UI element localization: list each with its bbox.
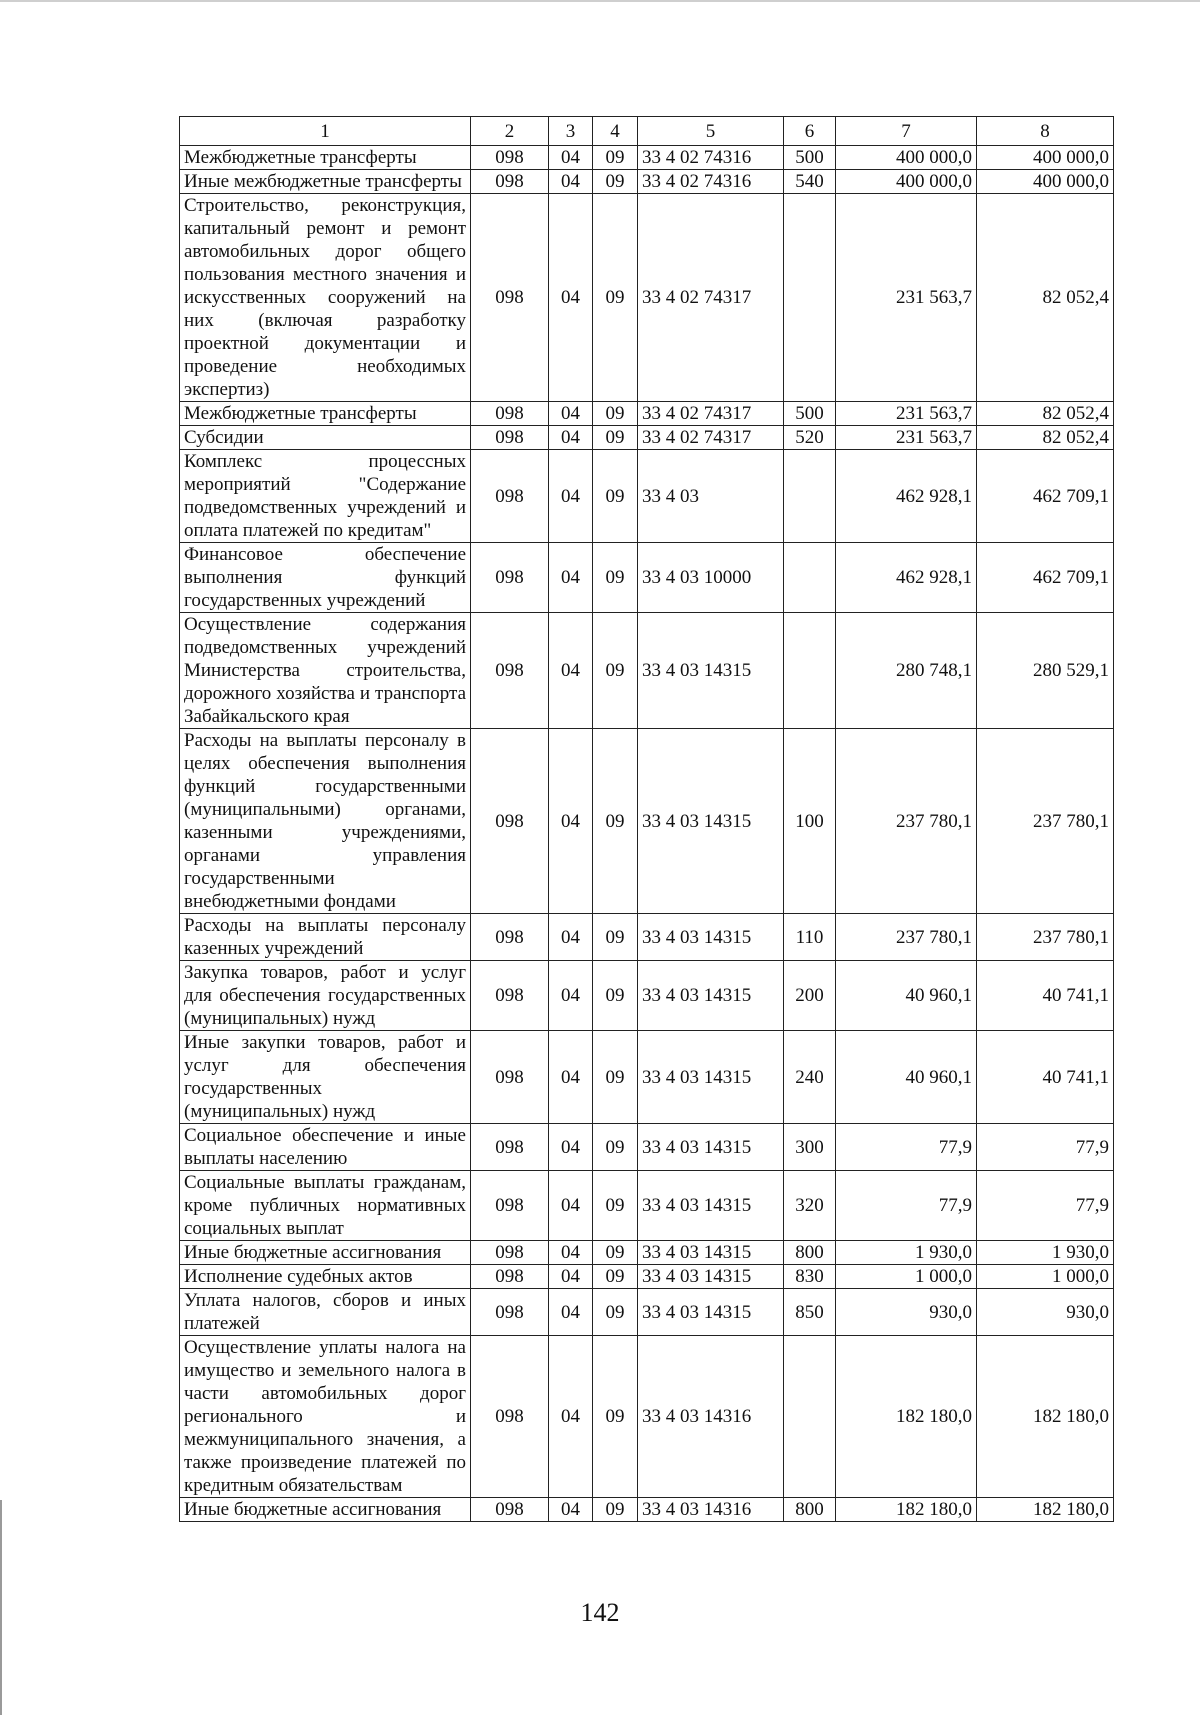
row-code-ministry-cell: 098 — [471, 1336, 549, 1498]
row-code-expense-type-cell — [784, 1336, 836, 1498]
row-code-target-cell: 33 4 03 14315 — [638, 729, 784, 914]
header-cell-3: 3 — [549, 117, 593, 146]
row-code-section-cell: 04 — [549, 1498, 593, 1522]
row-code-subsection-cell: 09 — [593, 194, 638, 402]
table-header-row — [180, 117, 1114, 146]
row-amount-year1-cell: 77,9 — [836, 1171, 977, 1241]
table-row — [180, 146, 1114, 170]
row-code-ministry-cell: 098 — [471, 402, 549, 426]
row-amount-year2-cell: 40 741,1 — [977, 1031, 1114, 1124]
row-amount-year1-cell: 77,9 — [836, 1124, 977, 1171]
row-amount-year2-cell: 77,9 — [977, 1124, 1114, 1171]
row-code-ministry-cell: 098 — [471, 1241, 549, 1265]
header-cell-7: 7 — [836, 117, 977, 146]
row-amount-year2-cell: 77,9 — [977, 1171, 1114, 1241]
row-code-section-cell: 04 — [549, 543, 593, 613]
row-code-section-cell: 04 — [549, 1289, 593, 1336]
row-code-subsection-cell: 09 — [593, 729, 638, 914]
table-body — [180, 117, 1114, 1522]
row-code-ministry-cell: 098 — [471, 1171, 549, 1241]
row-name-cell: Строительство, реконструкция, капитальный ремонт и ремонт автомобильных дорог общего пользования местного значения и искусственных сооружений на них (включая разработку проектной документации и проведение необходимых экспертиз) — [180, 194, 471, 402]
row-code-subsection-cell: 09 — [593, 1498, 638, 1522]
table-row — [180, 613, 1114, 729]
table-row — [180, 426, 1114, 450]
row-code-target-cell: 33 4 03 14315 — [638, 1289, 784, 1336]
table-row — [180, 961, 1114, 1031]
row-code-target-cell: 33 4 03 14315 — [638, 1171, 784, 1241]
row-code-expense-type-cell: 100 — [784, 729, 836, 914]
row-code-expense-type-cell: 500 — [784, 146, 836, 170]
row-code-target-cell: 33 4 02 74317 — [638, 194, 784, 402]
row-code-ministry-cell: 098 — [471, 961, 549, 1031]
table-row — [180, 1241, 1114, 1265]
row-name-cell: Исполнение судебных актов — [180, 1265, 471, 1289]
row-amount-year2-cell: 82 052,4 — [977, 402, 1114, 426]
row-code-section-cell: 04 — [549, 1124, 593, 1171]
row-code-target-cell: 33 4 03 14315 — [638, 961, 784, 1031]
row-amount-year1-cell: 231 563,7 — [836, 194, 977, 402]
table-row — [180, 1265, 1114, 1289]
header-cell-6: 6 — [784, 117, 836, 146]
table-row — [180, 729, 1114, 914]
row-amount-year1-cell: 237 780,1 — [836, 729, 977, 914]
row-amount-year1-cell: 400 000,0 — [836, 170, 977, 194]
row-code-expense-type-cell — [784, 450, 836, 543]
row-amount-year2-cell: 1 000,0 — [977, 1265, 1114, 1289]
row-code-target-cell: 33 4 03 14315 — [638, 1265, 784, 1289]
header-cell-2: 2 — [471, 117, 549, 146]
table-row — [180, 1336, 1114, 1498]
row-code-subsection-cell: 09 — [593, 1241, 638, 1265]
row-amount-year2-cell: 182 180,0 — [977, 1336, 1114, 1498]
row-amount-year1-cell: 400 000,0 — [836, 146, 977, 170]
row-amount-year1-cell: 40 960,1 — [836, 961, 977, 1031]
row-code-ministry-cell: 098 — [471, 1265, 549, 1289]
row-code-section-cell: 04 — [549, 1171, 593, 1241]
row-amount-year1-cell: 237 780,1 — [836, 914, 977, 961]
row-amount-year2-cell: 400 000,0 — [977, 146, 1114, 170]
row-name-cell: Межбюджетные трансферты — [180, 146, 471, 170]
row-name-cell: Социальное обеспечение и иные выплаты населению — [180, 1124, 471, 1171]
row-code-section-cell: 04 — [549, 1031, 593, 1124]
row-amount-year2-cell: 40 741,1 — [977, 961, 1114, 1031]
budget-table — [179, 116, 1114, 1522]
row-code-target-cell: 33 4 03 14315 — [638, 914, 784, 961]
row-code-expense-type-cell: 240 — [784, 1031, 836, 1124]
header-cell-8: 8 — [977, 117, 1114, 146]
row-code-expense-type-cell: 300 — [784, 1124, 836, 1171]
row-code-section-cell: 04 — [549, 170, 593, 194]
row-name-cell: Расходы на выплаты персоналу казенных учреждений — [180, 914, 471, 961]
row-code-target-cell: 33 4 02 74317 — [638, 426, 784, 450]
table-row — [180, 402, 1114, 426]
row-code-expense-type-cell: 320 — [784, 1171, 836, 1241]
row-amount-year2-cell: 82 052,4 — [977, 194, 1114, 402]
row-amount-year1-cell: 462 928,1 — [836, 543, 977, 613]
row-code-target-cell: 33 4 03 14315 — [638, 1031, 784, 1124]
row-code-expense-type-cell: 110 — [784, 914, 836, 961]
row-code-expense-type-cell: 500 — [784, 402, 836, 426]
table-row — [180, 170, 1114, 194]
row-code-target-cell: 33 4 03 10000 — [638, 543, 784, 613]
row-code-subsection-cell: 09 — [593, 1265, 638, 1289]
row-amount-year2-cell: 237 780,1 — [977, 729, 1114, 914]
row-code-subsection-cell: 09 — [593, 1124, 638, 1171]
row-code-target-cell: 33 4 03 14315 — [638, 613, 784, 729]
row-amount-year2-cell: 280 529,1 — [977, 613, 1114, 729]
row-amount-year2-cell: 1 930,0 — [977, 1241, 1114, 1265]
row-amount-year2-cell: 930,0 — [977, 1289, 1114, 1336]
row-code-ministry-cell: 098 — [471, 1031, 549, 1124]
row-code-section-cell: 04 — [549, 1241, 593, 1265]
row-code-expense-type-cell: 850 — [784, 1289, 836, 1336]
row-code-ministry-cell: 098 — [471, 450, 549, 543]
row-code-subsection-cell: 09 — [593, 1336, 638, 1498]
row-code-ministry-cell: 098 — [471, 729, 549, 914]
row-code-expense-type-cell: 540 — [784, 170, 836, 194]
row-code-ministry-cell: 098 — [471, 146, 549, 170]
row-name-cell: Комплекс процессных мероприятий "Содержание подведомственных учреждений и оплата платежей по кредитам" — [180, 450, 471, 543]
page-number: 142 — [580, 1598, 620, 1627]
row-code-ministry-cell: 098 — [471, 543, 549, 613]
row-amount-year1-cell: 231 563,7 — [836, 426, 977, 450]
row-code-subsection-cell: 09 — [593, 914, 638, 961]
row-code-target-cell: 33 4 03 14315 — [638, 1124, 784, 1171]
row-amount-year1-cell: 1 930,0 — [836, 1241, 977, 1265]
row-code-section-cell: 04 — [549, 146, 593, 170]
row-code-section-cell: 04 — [549, 729, 593, 914]
row-code-subsection-cell: 09 — [593, 426, 638, 450]
row-code-ministry-cell: 098 — [471, 170, 549, 194]
row-amount-year2-cell: 400 000,0 — [977, 170, 1114, 194]
row-amount-year1-cell: 182 180,0 — [836, 1336, 977, 1498]
table-row — [180, 1124, 1114, 1171]
row-code-target-cell: 33 4 03 14316 — [638, 1498, 784, 1522]
row-code-section-cell: 04 — [549, 961, 593, 1031]
row-code-section-cell: 04 — [549, 613, 593, 729]
row-code-target-cell: 33 4 02 74316 — [638, 170, 784, 194]
row-amount-year1-cell: 280 748,1 — [836, 613, 977, 729]
row-code-section-cell: 04 — [549, 426, 593, 450]
row-code-expense-type-cell: 800 — [784, 1241, 836, 1265]
row-code-section-cell: 04 — [549, 1265, 593, 1289]
row-code-subsection-cell: 09 — [593, 1171, 638, 1241]
row-name-cell: Расходы на выплаты персоналу в целях обеспечения выполнения функций государственными (муниципальными) органами, казенными учреждениями, органами управления государственными внебюджетными фондами — [180, 729, 471, 914]
row-code-expense-type-cell — [784, 543, 836, 613]
table-row — [180, 194, 1114, 402]
row-amount-year1-cell: 1 000,0 — [836, 1265, 977, 1289]
row-code-section-cell: 04 — [549, 1336, 593, 1498]
row-name-cell: Иные межбюджетные трансферты — [180, 170, 471, 194]
row-name-cell: Межбюджетные трансферты — [180, 402, 471, 426]
table-row — [180, 543, 1114, 613]
row-code-subsection-cell: 09 — [593, 543, 638, 613]
row-amount-year2-cell: 462 709,1 — [977, 450, 1114, 543]
row-code-expense-type-cell: 800 — [784, 1498, 836, 1522]
row-code-subsection-cell: 09 — [593, 1289, 638, 1336]
row-code-section-cell: 04 — [549, 914, 593, 961]
row-code-subsection-cell: 09 — [593, 146, 638, 170]
row-code-ministry-cell: 098 — [471, 426, 549, 450]
page-top-edge — [0, 0, 1200, 2]
row-code-subsection-cell: 09 — [593, 450, 638, 543]
row-name-cell: Социальные выплаты гражданам, кроме публичных нормативных социальных выплат — [180, 1171, 471, 1241]
row-code-ministry-cell: 098 — [471, 1498, 549, 1522]
row-code-ministry-cell: 098 — [471, 194, 549, 402]
row-name-cell: Уплата налогов, сборов и иных платежей — [180, 1289, 471, 1336]
row-amount-year1-cell: 40 960,1 — [836, 1031, 977, 1124]
row-code-target-cell: 33 4 03 14315 — [638, 1241, 784, 1265]
row-code-section-cell: 04 — [549, 402, 593, 426]
row-code-subsection-cell: 09 — [593, 402, 638, 426]
row-code-ministry-cell: 098 — [471, 914, 549, 961]
row-amount-year1-cell: 930,0 — [836, 1289, 977, 1336]
row-name-cell: Иные бюджетные ассигнования — [180, 1241, 471, 1265]
row-name-cell: Иные закупки товаров, работ и услуг для обеспечения государственных (муниципальных) нужд — [180, 1031, 471, 1124]
row-code-subsection-cell: 09 — [593, 170, 638, 194]
row-amount-year2-cell: 237 780,1 — [977, 914, 1114, 961]
row-name-cell: Финансовое обеспечение выполнения функций государственных учреждений — [180, 543, 471, 613]
row-amount-year2-cell: 182 180,0 — [977, 1498, 1114, 1522]
row-amount-year1-cell: 231 563,7 — [836, 402, 977, 426]
row-amount-year2-cell: 462 709,1 — [977, 543, 1114, 613]
row-code-section-cell: 04 — [549, 194, 593, 402]
table-row — [180, 450, 1114, 543]
row-amount-year1-cell: 182 180,0 — [836, 1498, 977, 1522]
row-code-ministry-cell: 098 — [471, 1124, 549, 1171]
row-code-expense-type-cell: 830 — [784, 1265, 836, 1289]
row-code-ministry-cell: 098 — [471, 613, 549, 729]
row-code-section-cell: 04 — [549, 450, 593, 543]
table-row — [180, 1289, 1114, 1336]
row-code-target-cell: 33 4 02 74316 — [638, 146, 784, 170]
row-code-target-cell: 33 4 03 14316 — [638, 1336, 784, 1498]
row-name-cell: Осуществление уплаты налога на имущество и земельного налога в части автомобильных дорог регионального и межмуниципального значения, а также произведение платежей по кредитным обязательствам — [180, 1336, 471, 1498]
table-row — [180, 1171, 1114, 1241]
header-cell-5: 5 — [638, 117, 784, 146]
row-name-cell: Субсидии — [180, 426, 471, 450]
row-code-target-cell: 33 4 02 74317 — [638, 402, 784, 426]
row-amount-year2-cell: 82 052,4 — [977, 426, 1114, 450]
table-row — [180, 914, 1114, 961]
row-code-expense-type-cell — [784, 194, 836, 402]
row-code-subsection-cell: 09 — [593, 613, 638, 729]
row-code-expense-type-cell: 200 — [784, 961, 836, 1031]
row-code-target-cell: 33 4 03 — [638, 450, 784, 543]
table-row — [180, 1498, 1114, 1522]
row-code-ministry-cell: 098 — [471, 1289, 549, 1336]
row-name-cell: Закупка товаров, работ и услуг для обеспечения государственных (муниципальных) нужд — [180, 961, 471, 1031]
row-name-cell: Иные бюджетные ассигнования — [180, 1498, 471, 1522]
table-row — [180, 1031, 1114, 1124]
row-code-expense-type-cell: 520 — [784, 426, 836, 450]
row-code-subsection-cell: 09 — [593, 1031, 638, 1124]
header-cell-4: 4 — [593, 117, 638, 146]
header-cell-1: 1 — [180, 117, 471, 146]
row-code-subsection-cell: 09 — [593, 961, 638, 1031]
row-amount-year1-cell: 462 928,1 — [836, 450, 977, 543]
row-name-cell: Осуществление содержания подведомственных учреждений Министерства строительства, дорожного хозяйства и транспорта Забайкальского края — [180, 613, 471, 729]
row-code-expense-type-cell — [784, 613, 836, 729]
